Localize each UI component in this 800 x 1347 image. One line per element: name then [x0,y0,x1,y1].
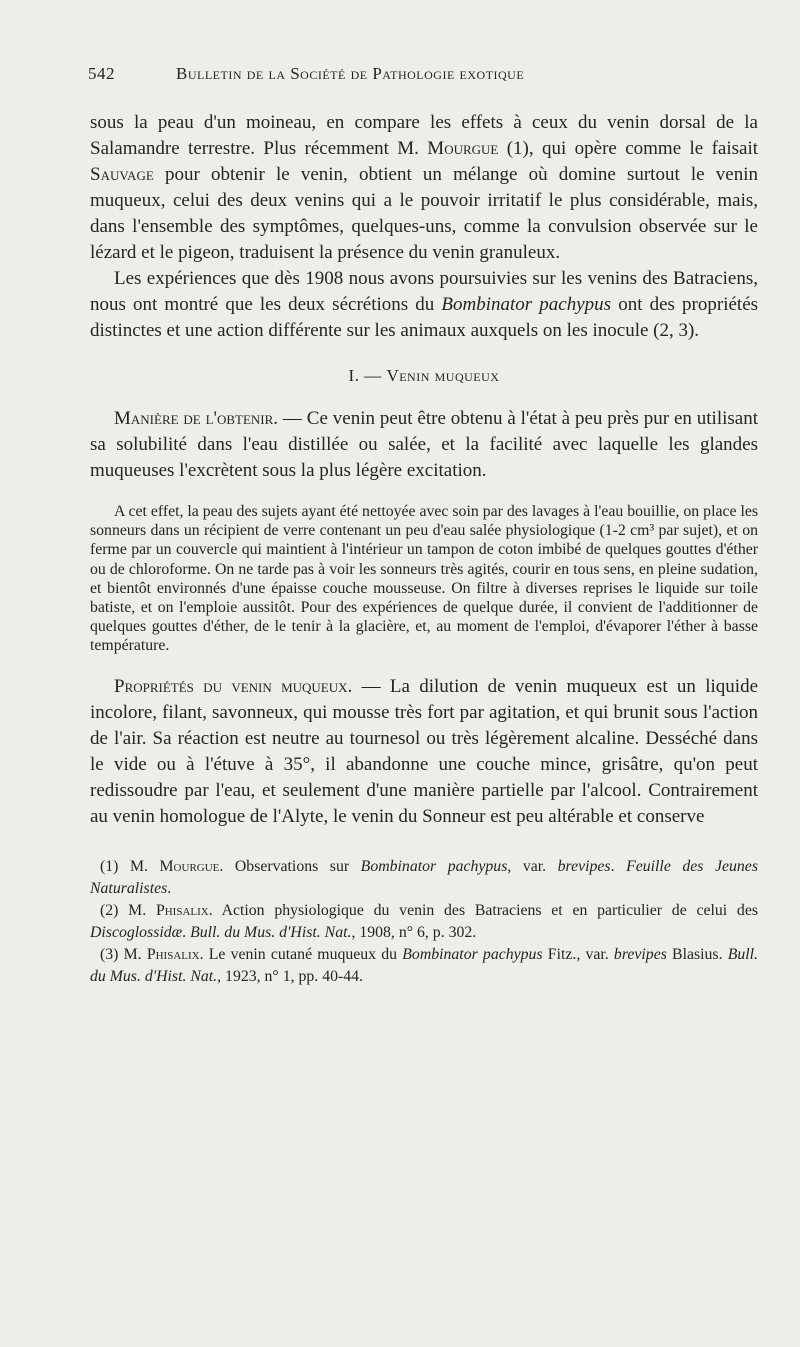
spacer [90,484,758,502]
paragraph-proprietes [90,674,758,830]
family-name: Discoglossidæ [90,923,183,941]
article-body [90,110,758,988]
journal-title: Bulletin de la Société de Pathologie exotique [176,64,525,83]
spacer [90,656,758,674]
footnote-author: Phisalix [155,901,209,919]
section-title: Venin muqueux [386,366,500,385]
species-name: Bombinator pachypus [402,945,543,963]
text-run: . Le venin cutané muqueux du [199,945,403,963]
text-run: . Action physiologique du venin des Batraciens et en particulier de celui des [208,901,758,919]
text-run: ont des propriétés distinctes et une action différente sur les animaux auxquels on les inocule (2, 3). [90,294,759,341]
footnote-1 [90,856,758,900]
paragraph-obtenir [90,406,758,484]
footnote-2 [90,900,758,944]
author-mourgue: Mourgue [427,138,499,159]
species-name: Bombinator pachypus [441,294,612,315]
text-run: (1) M. [100,857,160,875]
variety-name: brevipes [613,945,667,963]
text-run: (2) M. [100,901,156,919]
journal-name: Bull. du Mus. d'Hist. Nat. [190,923,352,941]
author-sauvage: Sauvage [90,164,154,185]
text-run: Les expériences que dès 1908 nous avons poursuivies sur les venins des Batraciens, nous ont montré que les deux sécrétions du [90,268,758,315]
journal-name: Feuille des Jeunes Naturalistes [90,857,758,897]
text-run: Blasius. [666,945,728,963]
paragraph-method-small: A cet effet, la peau des sujets ayant été nettoyée avec soin par des lavages à l'eau bouillie, on place les sonneurs dans un récipient de verre contenant un peu d'eau salée physiologique (1-2 cm³ par sujet), et on ferme par un couvercle qui maintient à l'intérieur un tampon de coton imbibé de quelques gouttes d'éther ou de chloroforme. On ne tarde pas à voir les sonneurs très agités, courir en tous sens, en pleine sudation, et bientôt environnés d'une épaisse couche mousseuse. On filtre à diverses reprises le liquide sur toile batiste, et on l'emploie aussitôt. Pour des expériences de quelque durée, il convient de l'additionner de quelques gouttes d'éther, de le tenir à la glacière, et, au moment de l'emploi, d'évaporer l'éther à basse température. [90,503,758,655]
variety-name: brevipes [557,857,611,875]
text-run: (3) M. [100,945,147,963]
paragraph-intro [90,110,758,266]
footnotes [90,856,758,988]
section-number: I. — [348,366,382,385]
footnote-author: Mourgue [159,857,220,875]
footnote-author: Phisalix [146,945,200,963]
page-number: 542 [88,64,115,83]
text-run: , 1908, n° 6, p. 302. [351,923,477,941]
running-header [88,64,648,84]
footnote-3 [90,944,758,988]
text-run: (1), qui opère comme le faisait [498,138,759,159]
text-run: — Ce venin peut être obtenu à l'état à peu près pur en utilisant sa solubilité dans l'eau distillée ou salée, et la facilité avec laquelle les glandes muqueuses l'excrètent sous la plus légère excitation. [90,408,758,481]
subsection-lead: Manière de l'obtenir. [114,408,279,429]
text-run: Fitz., var. [542,945,614,963]
text-run: . [182,923,191,941]
species-name: Bombinator pachypus [360,857,508,875]
text-run: — La dilution de venin muqueux est un liquide incolore, filant, savonneux, qui mousse très fort par agitation, et qui brunit sous l'action de l'air. Sa réaction est neutre au tournesol ou très légèrement alcaline. Desséché dans le vide ou à l'étuve à 35°, il abandonne une couche mince, grisâtre, qu'on peut redissoudre par l'eau, et seulement d'une manière partielle par l'alcool. Contrairement au venin homologue de l'Alyte, le venin du Sonneur est peu altérable et conserve [90,675,758,827]
text-run: , var. [507,857,558,875]
subsection-lead: Propriétés du venin muqueux. [114,675,353,697]
text-run: sous la peau d'un moineau, en compare les effets à ceux du venin dorsal de la Salamandre terrestre. Plus récemment M. [90,112,758,159]
text-run: , 1923, n° 1, pp. 40-44. [217,967,363,985]
text-run: . [167,879,172,897]
text-run: pour obtenir le venin, obtient un mélange où domine surtout le venin muqueux, celui des deux venins qui a le pouvoir irritatif le plus considérable, mais, dans l'ensemble des symptômes, quelques-uns, comme la convulsion observée sur le lézard et le pigeon, traduisent la présence du venin granuleux. [90,164,758,263]
text-run: . Observations sur [219,857,361,875]
section-heading [90,366,758,386]
paragraph-experiences [90,266,758,344]
text-run: . [610,857,627,875]
journal-name: Bull. du Mus. d'Hist. Nat. [90,945,758,985]
